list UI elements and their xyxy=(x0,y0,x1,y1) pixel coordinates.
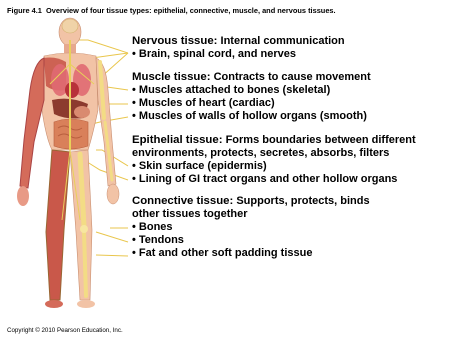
muscle-tissue-block xyxy=(132,71,371,123)
nervous-bullet: • Brain, spinal cord, and nerves xyxy=(132,48,297,60)
leader-connective-2 xyxy=(96,232,128,242)
right-foot xyxy=(45,300,63,308)
epithelial-bullet: • Skin surface (epidermis) xyxy=(132,160,267,172)
nervous-tissue-block xyxy=(132,35,345,61)
heart xyxy=(65,82,79,98)
muscle-tissue-desc: Contracts to cause movement xyxy=(213,71,371,83)
brain xyxy=(62,19,78,33)
muscle-bullet: • Muscles of heart (cardiac) xyxy=(132,97,275,109)
epithelial-bullet: • Lining of GI tract organs and other hollow organs xyxy=(132,173,398,185)
epithelial-tissue-title: Epithelial tissue: xyxy=(132,134,223,146)
muscle-bullet: • Muscles attached to bones (skeletal) xyxy=(132,84,331,96)
connective-tissue-title: Connective tissue: xyxy=(132,195,234,207)
muscle-bullet: • Muscles of walls of hollow organs (smooth) xyxy=(132,110,367,122)
figure-caption-text: Overview of four tissue types: epithelial, connective, muscle, and nervous tissues. xyxy=(46,6,336,15)
tibia-bone xyxy=(84,232,86,296)
left-foot xyxy=(77,300,95,308)
connective-bullet: • Bones xyxy=(132,221,173,233)
copyright-notice: Copyright © 2010 Pearson Education, Inc. xyxy=(7,327,123,334)
connective-tissue-desc: Supports, protects, binds xyxy=(236,195,370,207)
leader-nervous-1 xyxy=(73,40,128,53)
epithelial-tissue-desc: Forms boundaries between different xyxy=(225,134,416,146)
connective-bullet: • Fat and other soft padding tissue xyxy=(132,247,313,259)
muscle-tissue-title: Muscle tissue: xyxy=(132,71,211,83)
nervous-tissue-title: Nervous tissue: xyxy=(132,35,218,47)
connective-tissue-desc-2: other tissues together xyxy=(132,208,248,220)
connective-bullet: • Tendons xyxy=(132,234,184,246)
left-hand xyxy=(107,184,119,204)
figure-label: Figure 4.1 xyxy=(7,6,42,15)
connective-tissue-block xyxy=(132,195,370,260)
stomach xyxy=(74,106,90,118)
leader-connective-3 xyxy=(96,255,128,256)
epithelial-tissue-block xyxy=(132,134,416,186)
right-hand xyxy=(17,186,29,206)
knee-joint xyxy=(80,225,88,233)
human-body xyxy=(17,18,119,308)
right-arm xyxy=(20,58,44,188)
epithelial-tissue-desc-2: environments, protects, secretes, absorbs, filters xyxy=(132,147,390,159)
nervous-tissue-desc: Internal communication xyxy=(220,35,345,47)
right-leg xyxy=(46,150,70,300)
